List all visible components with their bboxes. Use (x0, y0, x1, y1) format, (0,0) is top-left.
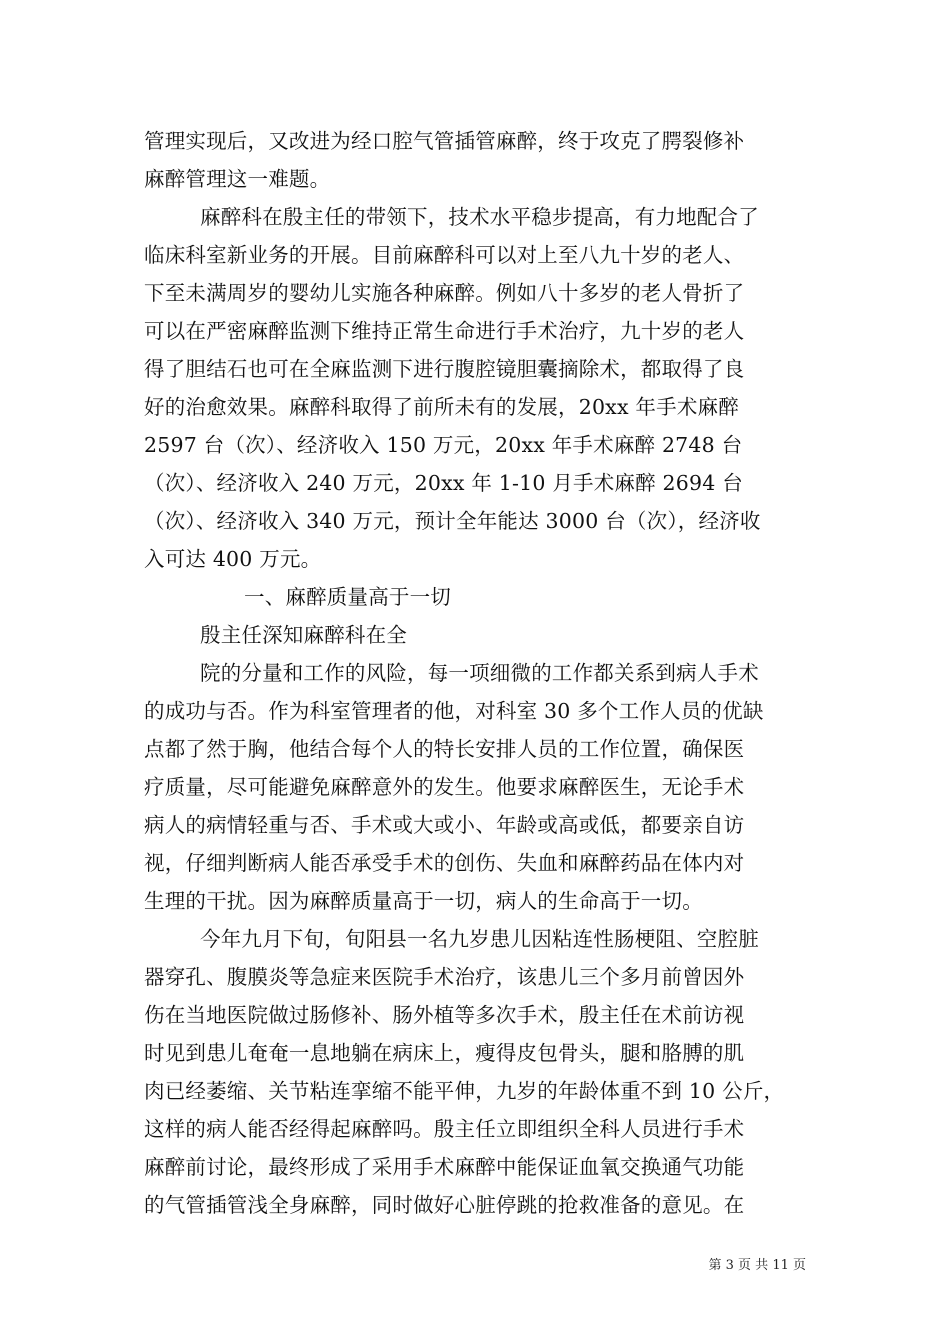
text-line: 管理实现后，又改进为经口腔气管插管麻醉，终于攻克了腭裂修补 (144, 129, 745, 153)
text-line: 麻醉前讨论，最终形成了采用手术麻醉中能保证血氧交换通气功能 (144, 1155, 745, 1179)
text-line: 临床科室新业务的开展。目前麻醉科可以对上至八九十岁的老人、 (144, 243, 745, 267)
text-line: 肉已经萎缩、关节粘连挛缩不能平伸，九岁的年龄体重不到 10 公斤， (144, 1079, 785, 1103)
page-number: 第 3 页 共 11 页 (708, 1258, 806, 1273)
text-line: 时见到患儿奄奄一息地躺在病床上，瘦得皮包骨头，腿和胳膊的肌 (144, 1041, 745, 1065)
text-line: 的气管插管浅全身麻醉，同时做好心脏停跳的抢救准备的意见。在 (144, 1193, 745, 1217)
text-line: 视，仔细判断病人能否承受手术的创伤、失血和麻醉药品在体内对 (144, 851, 745, 875)
text-line: 可以在严密麻醉监测下维持正常生命进行手术治疗，九十岁的老人 (144, 319, 745, 343)
text-line: 疗质量，尽可能避免麻醉意外的发生。他要求麻醉医生，无论手术 (144, 775, 745, 799)
text-line: 这样的病人能否经得起麻醉吗。殷主任立即组织全科人员进行手术 (144, 1117, 745, 1141)
text-line: 麻醉管理这一难题。 (144, 167, 331, 191)
text-line: 病人的病情轻重与否、手术或大或小、年龄或高或低，都要亲自访 (144, 813, 745, 837)
body-text (144, 122, 809, 1224)
text-line: 入可达 400 万元。 (144, 547, 322, 571)
text-line: 下至未满周岁的婴幼儿实施各种麻醉。例如八十多岁的老人骨折了 (144, 281, 745, 305)
text-line: 器穿孔、腹膜炎等急症来医院手术治疗，该患儿三个多月前曾因外 (144, 965, 745, 989)
text-line: 殷主任深知麻醉科在全 (200, 623, 407, 647)
text-line: 的成功与否。作为科室管理者的他，对科室 30 多个工作人员的优缺 (144, 699, 764, 723)
text-line: 麻醉科在殷主任的带领下，技术水平稳步提高，有力地配合了 (200, 205, 759, 229)
text-line: 今年九月下旬，旬阳县一名九岁患儿因粘连性肠梗阻、空腔脏 (200, 927, 759, 951)
text-line: 伤在当地医院做过肠修补、肠外植等多次手术，殷主任在术前访视 (144, 1003, 745, 1027)
text-line: 2597 台（次）、经济收入 150 万元，20xx 年手术麻醉 2748 台 (144, 433, 743, 457)
text-line: （次）、经济收入 340 万元，预计全年能达 3000 台（次），经济收 (144, 509, 761, 533)
text-line: 点都了然于胸，他结合每个人的特长安排人员的工作位置，确保医 (144, 737, 745, 761)
text-line: 院的分量和工作的风险，每一项细微的工作都关系到病人手术 (200, 661, 759, 685)
text-line: 得了胆结石也可在全麻监测下进行腹腔镜胆囊摘除术，都取得了良 (144, 357, 745, 381)
text-line: （次）、经济收入 240 万元，20xx 年 1-10 月手术麻醉 2694 台 (144, 471, 743, 495)
text-line: 好的治愈效果。麻醉科取得了前所未有的发展，20xx 年手术麻醉 (144, 395, 739, 419)
text-line: 生理的干扰。因为麻醉质量高于一切，病人的生命高于一切。 (144, 889, 703, 913)
section-heading: 一、麻醉质量高于一切 (244, 585, 451, 609)
